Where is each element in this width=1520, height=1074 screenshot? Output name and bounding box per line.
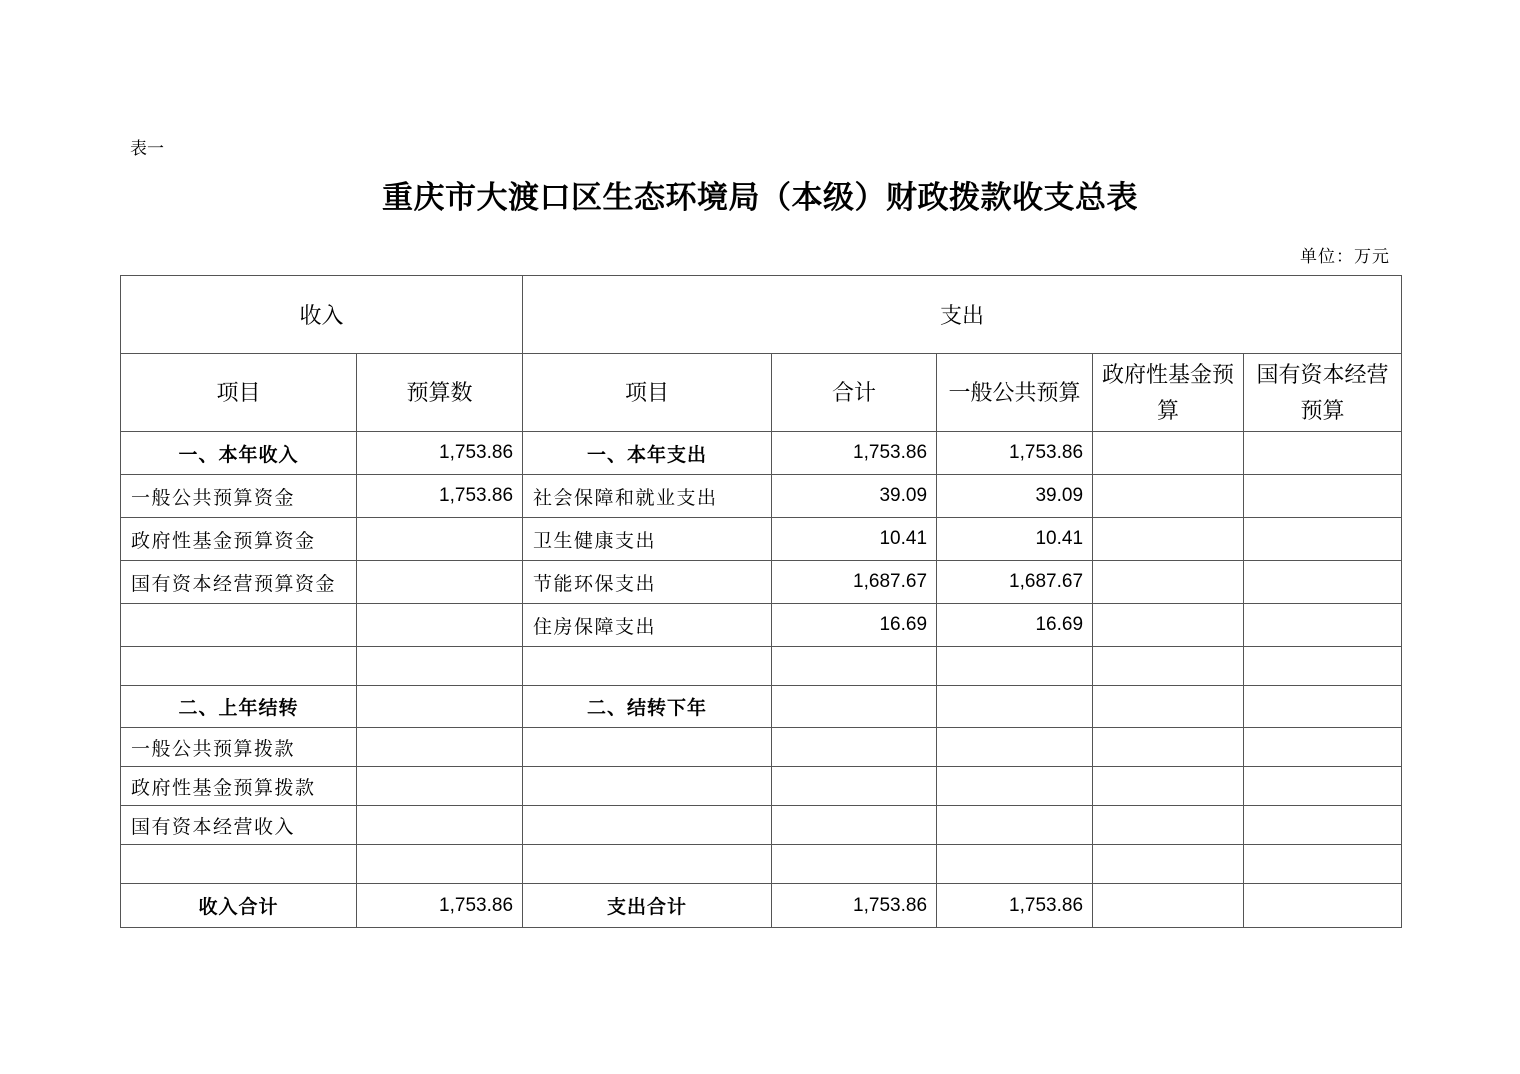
table-row	[121, 845, 1402, 884]
table-cell	[772, 845, 937, 884]
table-cell	[1093, 518, 1244, 561]
table-cell: 1,687.67	[937, 561, 1093, 604]
table-cell: 39.09	[772, 475, 937, 518]
table-cell: 卫生健康支出	[523, 518, 772, 561]
column-header: 预算数	[357, 354, 523, 432]
table-cell	[1244, 767, 1402, 806]
table-cell	[357, 806, 523, 845]
table-cell	[772, 806, 937, 845]
column-header: 合计	[772, 354, 937, 432]
table-cell	[121, 604, 357, 647]
table-cell: 1,753.86	[937, 432, 1093, 475]
table-row	[121, 806, 1402, 845]
table-cell	[1244, 884, 1402, 928]
table-cell	[523, 806, 772, 845]
table-cell: 16.69	[937, 604, 1093, 647]
table-cell	[937, 647, 1093, 686]
table-cell: 国有资本经营收入	[121, 806, 357, 845]
table-row	[121, 767, 1402, 806]
table-cell	[1244, 806, 1402, 845]
table-cell: 1,687.67	[772, 561, 937, 604]
table-cell	[1093, 845, 1244, 884]
table-cell	[523, 767, 772, 806]
table-cell: 政府性基金预算资金	[121, 518, 357, 561]
table-cell: 16.69	[772, 604, 937, 647]
table-cell: 一般公共预算资金	[121, 475, 357, 518]
table-cell	[523, 647, 772, 686]
table-cell: 10.41	[937, 518, 1093, 561]
table-cell: 一、本年收入	[121, 432, 357, 475]
document-title: 重庆市大渡口区生态环境局（本级）财政拨款收支总表	[382, 180, 1138, 216]
column-header: 项目	[523, 354, 772, 432]
table-cell	[772, 767, 937, 806]
table-cell	[1244, 728, 1402, 767]
table-cell	[1093, 728, 1244, 767]
table-cell	[357, 767, 523, 806]
table-cell	[772, 686, 937, 728]
table-cell	[937, 845, 1093, 884]
table-cell	[937, 767, 1093, 806]
table-cell: 住房保障支出	[523, 604, 772, 647]
table-row	[121, 884, 1402, 928]
column-header: 一般公共预算	[937, 354, 1093, 432]
column-header: 国有资本经营预算	[1244, 354, 1402, 432]
table-cell: 一般公共预算拨款	[121, 728, 357, 767]
table-row	[121, 686, 1402, 728]
table-row	[121, 728, 1402, 767]
table-cell	[1093, 767, 1244, 806]
unit-label: 单位：万元	[1300, 247, 1390, 267]
table-cell: 1,753.86	[357, 432, 523, 475]
table-cell: 1,753.86	[357, 884, 523, 928]
table-label: 表一	[130, 139, 164, 159]
table-row	[121, 604, 1402, 647]
table-cell	[523, 845, 772, 884]
table-cell: 国有资本经营预算资金	[121, 561, 357, 604]
table-cell	[937, 728, 1093, 767]
table-cell	[357, 728, 523, 767]
table-cell	[1093, 884, 1244, 928]
table-cell	[357, 845, 523, 884]
table-cell	[357, 604, 523, 647]
table-row	[121, 518, 1402, 561]
column-header: 项目	[121, 354, 357, 432]
table-cell	[1093, 686, 1244, 728]
table-cell: 1,753.86	[772, 884, 937, 928]
table-cell	[1093, 604, 1244, 647]
column-header: 政府性基金预算	[1093, 354, 1244, 432]
table-cell	[1093, 806, 1244, 845]
table-cell	[937, 806, 1093, 845]
table-cell	[121, 845, 357, 884]
table-cell: 二、结转下年	[523, 686, 772, 728]
table-cell	[1093, 475, 1244, 518]
table-cell	[1244, 845, 1402, 884]
table-cell: 1,753.86	[357, 475, 523, 518]
table-cell: 社会保障和就业支出	[523, 475, 772, 518]
table-cell	[1244, 604, 1402, 647]
table-cell	[1244, 686, 1402, 728]
table-cell	[1244, 561, 1402, 604]
table-cell	[1244, 518, 1402, 561]
table-cell	[772, 728, 937, 767]
table-row	[121, 432, 1402, 475]
table-cell	[1093, 647, 1244, 686]
budget-summary-table	[120, 275, 1402, 928]
table-cell: 二、上年结转	[121, 686, 357, 728]
table-cell	[1093, 561, 1244, 604]
table-cell: 39.09	[937, 475, 1093, 518]
table-cell	[1244, 475, 1402, 518]
table-cell	[357, 686, 523, 728]
table-cell	[357, 647, 523, 686]
table-cell	[1093, 432, 1244, 475]
table-cell	[523, 728, 772, 767]
table-row	[121, 561, 1402, 604]
table-cell	[937, 686, 1093, 728]
table-cell	[1244, 432, 1402, 475]
table-cell	[357, 561, 523, 604]
table-cell: 10.41	[772, 518, 937, 561]
table-cell: 节能环保支出	[523, 561, 772, 604]
table-cell	[357, 518, 523, 561]
table-cell: 1,753.86	[937, 884, 1093, 928]
table-cell: 收入合计	[121, 884, 357, 928]
table-cell: 政府性基金预算拨款	[121, 767, 357, 806]
table-row	[121, 647, 1402, 686]
table-cell	[1244, 647, 1402, 686]
table-cell	[772, 647, 937, 686]
expense-group-header: 支出	[523, 276, 1402, 354]
table-row	[121, 475, 1402, 518]
income-group-header: 收入	[121, 276, 523, 354]
table-cell: 一、本年支出	[523, 432, 772, 475]
group-header-row	[121, 276, 1402, 354]
column-header-row	[121, 354, 1402, 432]
table-cell: 支出合计	[523, 884, 772, 928]
table-cell	[121, 647, 357, 686]
table-cell: 1,753.86	[772, 432, 937, 475]
